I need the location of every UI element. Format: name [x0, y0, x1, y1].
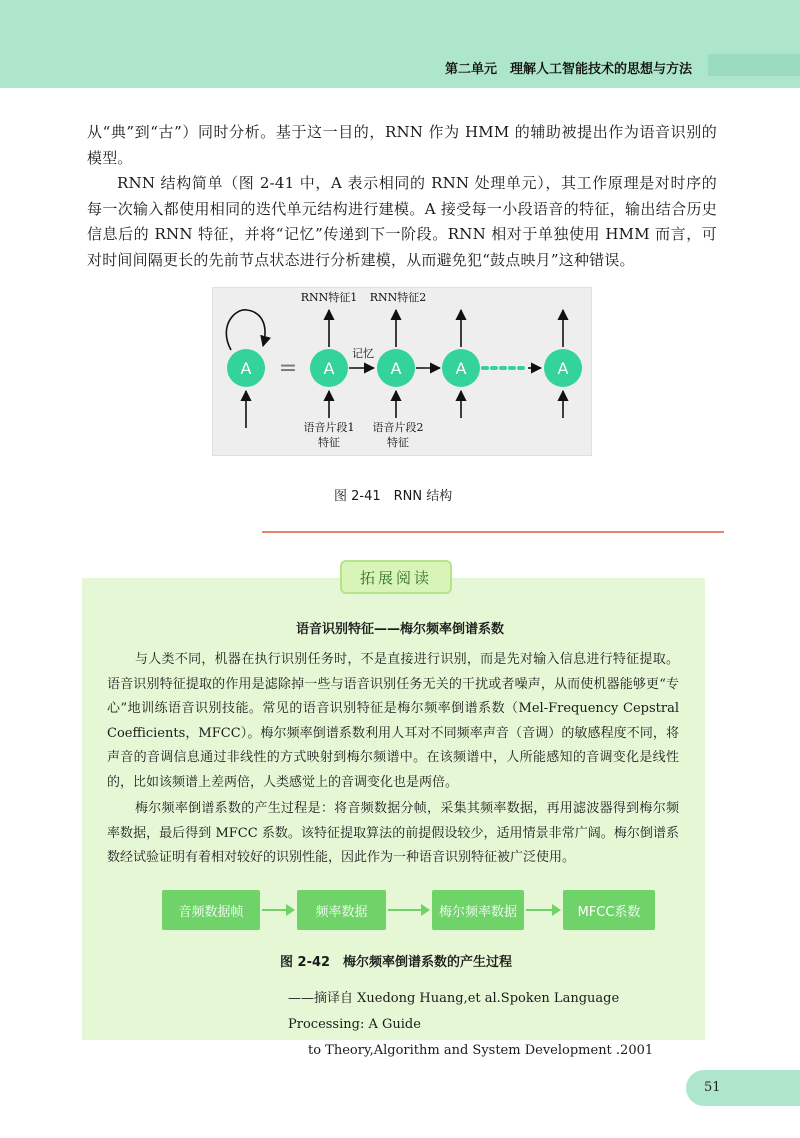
divider [262, 531, 724, 533]
self-loop-arrow [226, 310, 265, 350]
flow-step-frequency: 频率数据 [297, 890, 386, 930]
flow-arrow [388, 909, 428, 911]
node-label: A [323, 359, 335, 378]
citation-line-2: to Theory,Algorithm and System Development .2001 [308, 1043, 654, 1058]
figure-caption: 图 2-41 RNN 结构 [334, 489, 453, 504]
rnn-structure-figure [212, 287, 592, 456]
paragraph-text: RNN 结构简单（图 2-41 中，A 表示相同的 RNN 处理单元），其工作原理是对时序的每一次输入都使用相同的迭代单元结构进行建模。A 接受每一小段语音的特征，输出结合历史信息后的 RNN 特征，并将“记忆”传递到下一阶段。RNN 相对于单独使用 HMM 而言，可对时间间隔更长的先前节点状态进行分析建模，从而避免犯“鼓点映月”这种错误。 [87, 174, 717, 269]
extension-paragraph-2: 梅尔频率倒谱系数的产生过程是：将音频数据分帧，采集其频率数据，再用滤波器得到梅尔频率数据，最后得到 MFCC 系数。该特征提取算法的前提假设较少，适用情景非常广阔。梅尔倒谱系数经试验证明有着相对较好的识别性能，因此作为一种语音识别特征被广泛使用。 [107, 801, 679, 865]
rnn-diagram [213, 288, 591, 455]
flow-step-mfcc: MFCC系数 [563, 890, 655, 930]
flow-arrow [526, 909, 559, 911]
flow-step-audio-frames: 音频数据帧 [162, 890, 260, 930]
figure-caption: 图 2-42 梅尔频率倒谱系数的产生过程 [280, 955, 513, 970]
node-label: A [240, 359, 252, 378]
extension-badge: 拓展阅读 [340, 560, 452, 594]
extension-paragraph-1: 与人类不同，机器在执行识别任务时，不是直接进行识别，而是先对输入信息进行特征提取。语音识别特征提取的作用是滤除掉一些与语音识别任务无关的干扰或者噪声，从而使机器能够更“专心”地训练语音识别技能。常见的语音识别特征是梅尔频率倒谱系数（Mel-Frequency Cepstral Coefficients，MFCC）。梅尔频率倒谱系数利用人耳对不同频率声音（音调）的敏感程度不同，将声音的音调信息通过非线性的方式映射到梅尔频谱中。在该频谱中，人所能感知的音调变化是线性的，比如该频谱上差两倍，人类感觉上的音调变化也是两倍。 [107, 652, 679, 790]
output-label-2: RNN特征2 [369, 291, 427, 304]
equals-sign: = [278, 356, 298, 381]
output-label-1: RNN特征1 [300, 291, 358, 304]
input-label-2b: 特征 [387, 436, 409, 449]
citation-line-1: ——摘译自 Xuedong Huang,et al.Spoken Language Processing: A Guide [288, 991, 620, 1032]
extension-title: 语音识别特征——梅尔频率倒谱系数 [295, 622, 504, 637]
body-paragraph-1 [87, 120, 717, 171]
body-paragraph-2 [87, 171, 717, 273]
flow-step-mel-frequency: 梅尔频率数据 [432, 890, 524, 930]
paragraph-text: 从“典”到“古”）同时分析。基于这一目的，RNN 作为 HMM 的辅助被提出作为语音识别的模型。 [87, 123, 717, 167]
input-label-2a: 语音片段2 [372, 421, 424, 434]
node-label: A [455, 359, 467, 378]
page-number: 51 [704, 1080, 721, 1095]
flow-arrow [262, 909, 293, 911]
unit-title: 第二单元 理解人工智能技术的思想与方法 [444, 62, 692, 77]
input-label-1a: 语音片段1 [303, 421, 355, 434]
node-label: A [557, 359, 569, 378]
memory-label: 记忆 [352, 347, 374, 360]
citation [288, 986, 688, 1064]
node-label: A [390, 359, 402, 378]
input-label-1b: 特征 [318, 436, 340, 449]
header-tab [708, 54, 800, 76]
